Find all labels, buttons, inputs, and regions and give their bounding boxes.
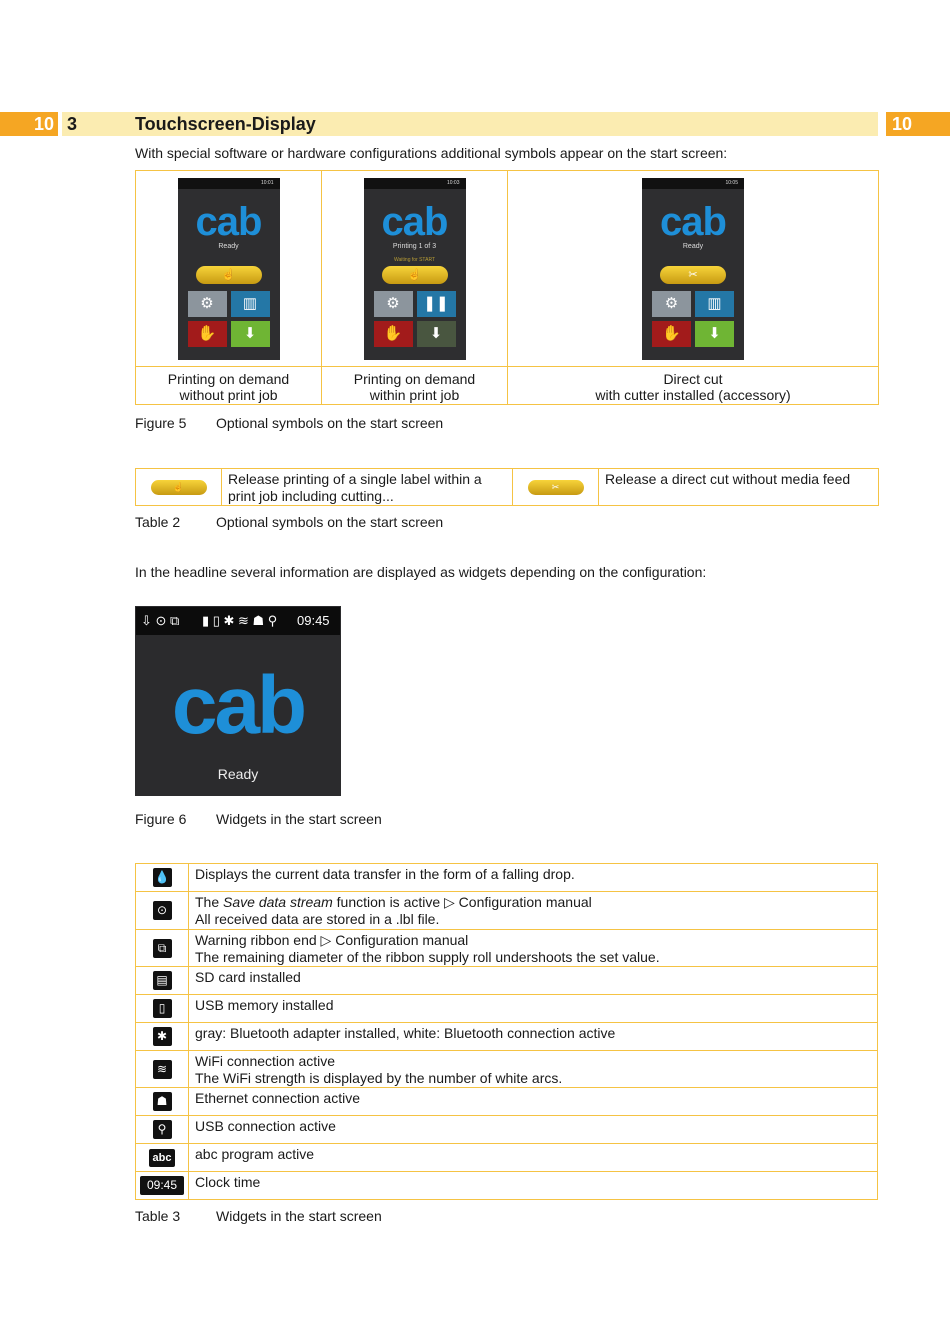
status-text: Ready: [217, 766, 259, 782]
desc-line: Printing on demand: [167, 371, 290, 387]
table3-text-cell: [189, 930, 878, 967]
caption-label: Table 3: [135, 1208, 181, 1224]
status-bar-time: 10:01: [178, 178, 280, 189]
table3-text-cell: [189, 864, 878, 892]
table3-text-cell: [189, 1023, 878, 1051]
figure5-desc-2: [322, 367, 508, 405]
figure5-cell-screen-1: [136, 171, 322, 367]
table3-icon-cell: [136, 892, 189, 930]
caption-text: Optional symbols on the start screen: [216, 514, 444, 530]
table2-caption: [135, 514, 443, 531]
table3-icon-cell: [136, 930, 189, 967]
caption-label: Figure 6: [135, 811, 187, 827]
stop-hand-icon[interactable]: ✋: [374, 321, 413, 347]
caption-text: Widgets in the start screen: [216, 1208, 382, 1224]
start-screen-1: [178, 178, 280, 360]
stop-hand-icon[interactable]: ✋: [652, 321, 691, 347]
table2: [135, 468, 879, 506]
row-text: Warning ribbon end ▷ Configuration manual: [195, 932, 469, 948]
row-text-part: The: [195, 894, 224, 910]
sd-card-icon: ▤: [153, 971, 172, 990]
release-print-icon: ☝: [151, 480, 207, 495]
desc-line: Printing on demand: [353, 371, 476, 387]
abc-program-icon: abc: [149, 1149, 175, 1167]
table3-icon-cell: [136, 1116, 189, 1144]
feed-arrow-icon: ⬇: [417, 321, 456, 347]
data-transfer-drop-icon: 💧: [153, 868, 172, 887]
cab-logo: cab: [381, 200, 448, 244]
row-text: Displays the current data transfer in the form of a falling drop.: [195, 866, 575, 882]
row-text-part: function is active ▷ Configuration manual: [332, 894, 592, 910]
table3-text-cell: [189, 1144, 878, 1172]
cab-logo: cab: [660, 200, 726, 244]
chapter-number: 3: [67, 114, 78, 134]
row-text: gray: Bluetooth adapter installed, white: Bluetooth connection active: [195, 1025, 616, 1041]
clock-icon: 09:45: [140, 1176, 184, 1195]
feed-arrow-icon[interactable]: ⬇: [695, 321, 734, 347]
bluetooth-icon: ✱: [153, 1027, 172, 1046]
table3-text-cell: [189, 892, 878, 930]
release-print-button[interactable]: ☝: [196, 266, 262, 284]
desc-line: with cutter installed (accessory): [595, 387, 791, 403]
caption-text: Optional symbols on the start screen: [216, 415, 444, 431]
table3-icon-cell: [136, 995, 189, 1023]
table3-text-cell: [189, 995, 878, 1023]
cab-logo: cab: [195, 200, 262, 244]
headline-paragraph: In the headline several information are displayed as widgets depending on the configuration:: [135, 564, 707, 580]
widget-clock: 09:45: [297, 613, 330, 628]
save-data-stream-icon: ⊙: [153, 901, 172, 920]
row-text: abc program active: [195, 1146, 315, 1162]
ribbon-end-icon: ⧉: [153, 939, 172, 958]
table2-icon-cell: [136, 469, 222, 506]
table3-text-cell: [189, 1051, 878, 1088]
desc-line: Direct cut: [663, 371, 723, 387]
status-text: Ready: [218, 243, 239, 250]
menu-icon[interactable]: ▥: [695, 291, 734, 317]
intro-paragraph: With special software or hardware configurations additional symbols appear on the start screen:: [135, 145, 728, 161]
function-name: Save data stream: [223, 894, 333, 910]
widgets-right-icon: ▮ ▯ ✱ ≋ ☗ ⚲: [202, 613, 278, 628]
table2-text-right: Release a direct cut without media feed: [599, 469, 879, 506]
usb-memory-icon: ▯: [153, 999, 172, 1018]
status-subtext: Waiting for START: [393, 257, 436, 263]
settings-gear-icon[interactable]: ⚙: [374, 291, 413, 317]
ethernet-icon: ☗: [153, 1092, 172, 1111]
page-number-left: 10: [0, 112, 58, 136]
menu-icon[interactable]: ▥: [231, 291, 270, 317]
table3-text-cell: [189, 1088, 878, 1116]
figure5-caption: [135, 415, 443, 432]
table3-icon-cell: [136, 1088, 189, 1116]
start-screen-2: [364, 178, 466, 360]
pause-icon[interactable]: ❚❚: [417, 291, 456, 317]
status-bar-time: 10:03: [364, 178, 466, 189]
table3: [135, 863, 878, 1200]
stop-hand-icon[interactable]: ✋: [188, 321, 227, 347]
widgets-left-icon: ⇩ ⊙ ⧉: [141, 613, 180, 628]
status-text: Printing 1 of 3: [392, 243, 437, 250]
status-bar-time: 10:05: [642, 178, 744, 189]
caption-text: Widgets in the start screen: [216, 811, 382, 827]
caption-label: Figure 5: [135, 415, 187, 431]
status-text: Ready: [682, 243, 704, 250]
figure6-start-screen: [135, 606, 341, 796]
release-print-button[interactable]: ☝: [382, 266, 448, 284]
figure5-desc-1: [136, 367, 322, 405]
row-text: Ethernet connection active: [195, 1090, 360, 1106]
table3-icon-cell: [136, 864, 189, 892]
row-text: Clock time: [195, 1174, 261, 1190]
row-text: [195, 894, 877, 911]
row-text-secondary: The WiFi strength is displayed by the number of white arcs.: [195, 1070, 563, 1086]
table3-icon-cell: [136, 967, 189, 995]
figure5-cell-screen-3: [508, 171, 879, 367]
settings-gear-icon[interactable]: ⚙: [652, 291, 691, 317]
page-number-right: 10: [886, 112, 950, 136]
table3-icon-cell: [136, 1172, 189, 1200]
row-text: WiFi connection active: [195, 1053, 336, 1069]
direct-cut-button[interactable]: ✂: [660, 266, 726, 284]
table3-text-cell: [189, 1116, 878, 1144]
row-text-secondary: The remaining diameter of the ribbon supply roll undershoots the set value.: [195, 949, 660, 965]
row-text: USB memory installed: [195, 997, 334, 1013]
chapter-title: Touchscreen-Display: [135, 114, 316, 134]
wifi-icon: ≋: [153, 1060, 172, 1079]
table2-icon-cell: [513, 469, 599, 506]
cab-logo: cab: [171, 660, 305, 751]
table3-icon-cell: [136, 1144, 189, 1172]
start-screen-3: [642, 178, 744, 360]
direct-cut-icon: ✂: [528, 480, 584, 495]
row-text-secondary: All received data are stored in a .lbl file.: [195, 911, 440, 927]
widget-bar: [136, 607, 340, 635]
usb-connection-icon: ⚲: [153, 1120, 172, 1139]
table3-caption: [135, 1208, 382, 1225]
desc-line: without print job: [179, 387, 278, 403]
figure6-caption: [135, 811, 382, 828]
figure5-table: [135, 170, 879, 405]
row-text: USB connection active: [195, 1118, 336, 1134]
table3-text-cell: [189, 967, 878, 995]
table3-icon-cell: [136, 1051, 189, 1088]
figure5-cell-screen-2: [322, 171, 508, 367]
desc-line: within print job: [369, 387, 460, 403]
row-text: SD card installed: [195, 969, 301, 985]
table2-text-left: Release printing of a single label within a print job including cutting...: [222, 469, 513, 506]
figure5-desc-3: [508, 367, 879, 405]
feed-arrow-icon[interactable]: ⬇: [231, 321, 270, 347]
table3-text-cell: [189, 1172, 878, 1200]
table3-icon-cell: [136, 1023, 189, 1051]
settings-gear-icon[interactable]: ⚙: [188, 291, 227, 317]
caption-label: Table 2: [135, 514, 181, 530]
